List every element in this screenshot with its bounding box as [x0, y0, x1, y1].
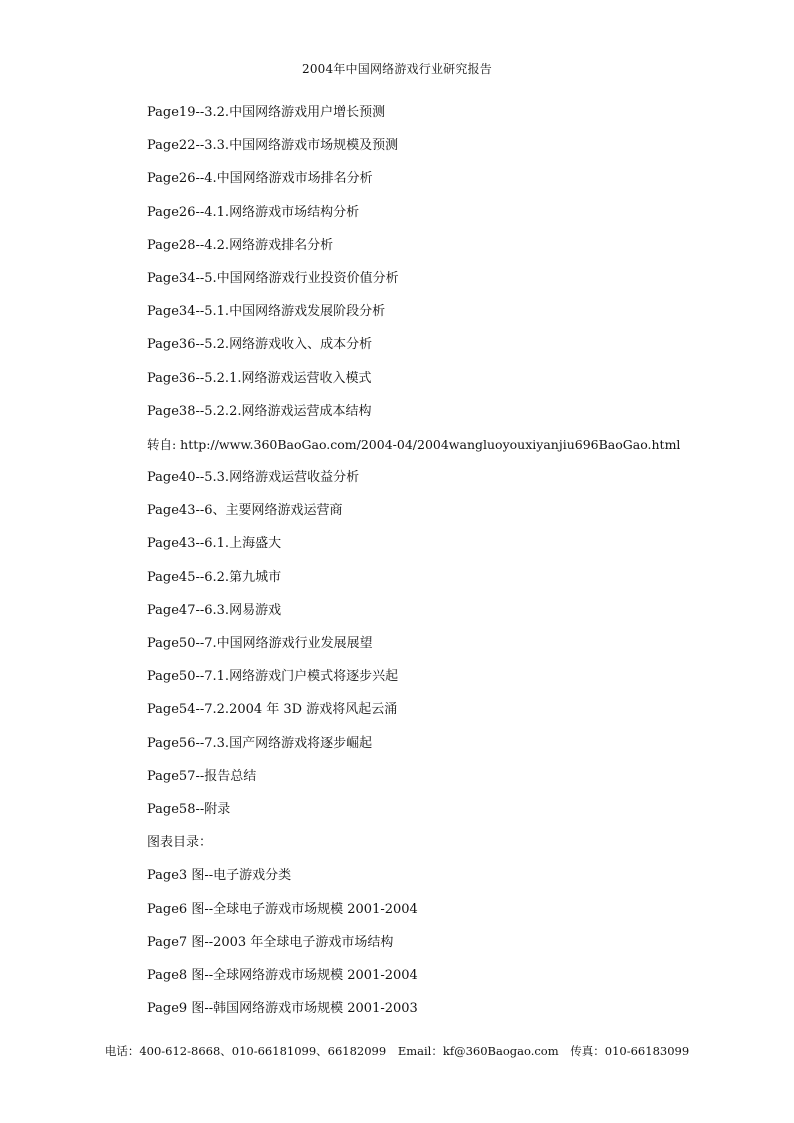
table-of-contents — [147, 104, 707, 1033]
toc-entry-page40[interactable]: Page40--5.3.网络游戏运营收益分析 — [147, 470, 360, 486]
figure-entry-page8[interactable]: Page8 图--全球网络游戏市场规模 2001-2004 — [147, 967, 418, 983]
toc-entry-page26-a[interactable]: Page26--4.中国网络游戏市场排名分析 — [147, 171, 373, 187]
toc-entry-page34-b[interactable]: Page34--5.1.中国网络游戏发展阶段分析 — [147, 304, 386, 320]
document-title: 2004年中国网络游戏行业研究报告 — [302, 62, 492, 76]
toc-entry-page57[interactable]: Page57--报告总结 — [147, 768, 257, 784]
toc-entry-page50-b[interactable]: Page50--7.1.网络游戏门户模式将逐步兴起 — [147, 669, 399, 685]
toc-entry-page43-b[interactable]: Page43--6.1.上海盛大 — [147, 536, 282, 552]
toc-entry-page34-a[interactable]: Page34--5.中国网络游戏行业投资价值分析 — [147, 270, 399, 286]
figure-entry-page9[interactable]: Page9 图--韩国网络游戏市场规模 2001-2003 — [147, 1001, 418, 1017]
toc-entry-page38[interactable]: Page38--5.2.2.网络游戏运营成本结构 — [147, 403, 372, 419]
toc-entry-page26-b[interactable]: Page26--4.1.网络游戏市场结构分析 — [147, 204, 360, 220]
source-link[interactable]: 转自: http://www.360BaoGao.com/2004-04/2004wangluoyouxiyanjiu696BaoGao.html — [147, 436, 681, 452]
toc-entry-page45[interactable]: Page45--6.2.第九城市 — [147, 569, 282, 585]
toc-entry-page19[interactable]: Page19--3.2.中国网络游戏用户增长预测 — [147, 105, 386, 120]
figure-entry-page7[interactable]: Page7 图--2003 年全球电子游戏市场结构 — [147, 934, 394, 950]
page-header — [0, 60, 794, 77]
toc-entry-page22[interactable]: Page22--3.3.中国网络游戏市场规模及预测 — [147, 138, 399, 154]
toc-entry-page50-a[interactable]: Page50--7.中国网络游戏行业发展展望 — [147, 636, 373, 651]
toc-entry-page58[interactable]: Page58--附录 — [147, 801, 231, 817]
figure-entry-page3[interactable]: Page3 图--电子游戏分类 — [147, 868, 292, 884]
footer-email[interactable]: Email：kf@360Baogao.com — [397, 1044, 559, 1058]
toc-entry-page36-a[interactable]: Page36--5.2.网络游戏收入、成本分析 — [147, 337, 373, 353]
figure-list-heading: 图表目录： — [147, 835, 213, 851]
toc-entry-page54[interactable]: Page54--7.2.2004 年 3D 游戏将风起云涌 — [147, 702, 398, 718]
toc-entry-page28[interactable]: Page28--4.2.网络游戏排名分析 — [147, 237, 334, 253]
toc-entry-page47[interactable]: Page47--6.3.网易游戏 — [147, 602, 282, 618]
footer-phone: 电话：400-612-8668、010-66181099、66182099 — [104, 1044, 387, 1058]
page-footer — [0, 1043, 794, 1059]
figure-entry-page6[interactable]: Page6 图--全球电子游戏市场规模 2001-2004 — [147, 901, 418, 917]
toc-entry-page36-b[interactable]: Page36--5.2.1.网络游戏运营收入模式 — [147, 370, 372, 386]
footer-fax: 传真：010-66183099 — [570, 1044, 690, 1058]
toc-entry-page43-a[interactable]: Page43--6、主要网络游戏运营商 — [147, 503, 343, 519]
toc-entry-page56[interactable]: Page56--7.3.国产网络游戏将逐步崛起 — [147, 735, 373, 751]
